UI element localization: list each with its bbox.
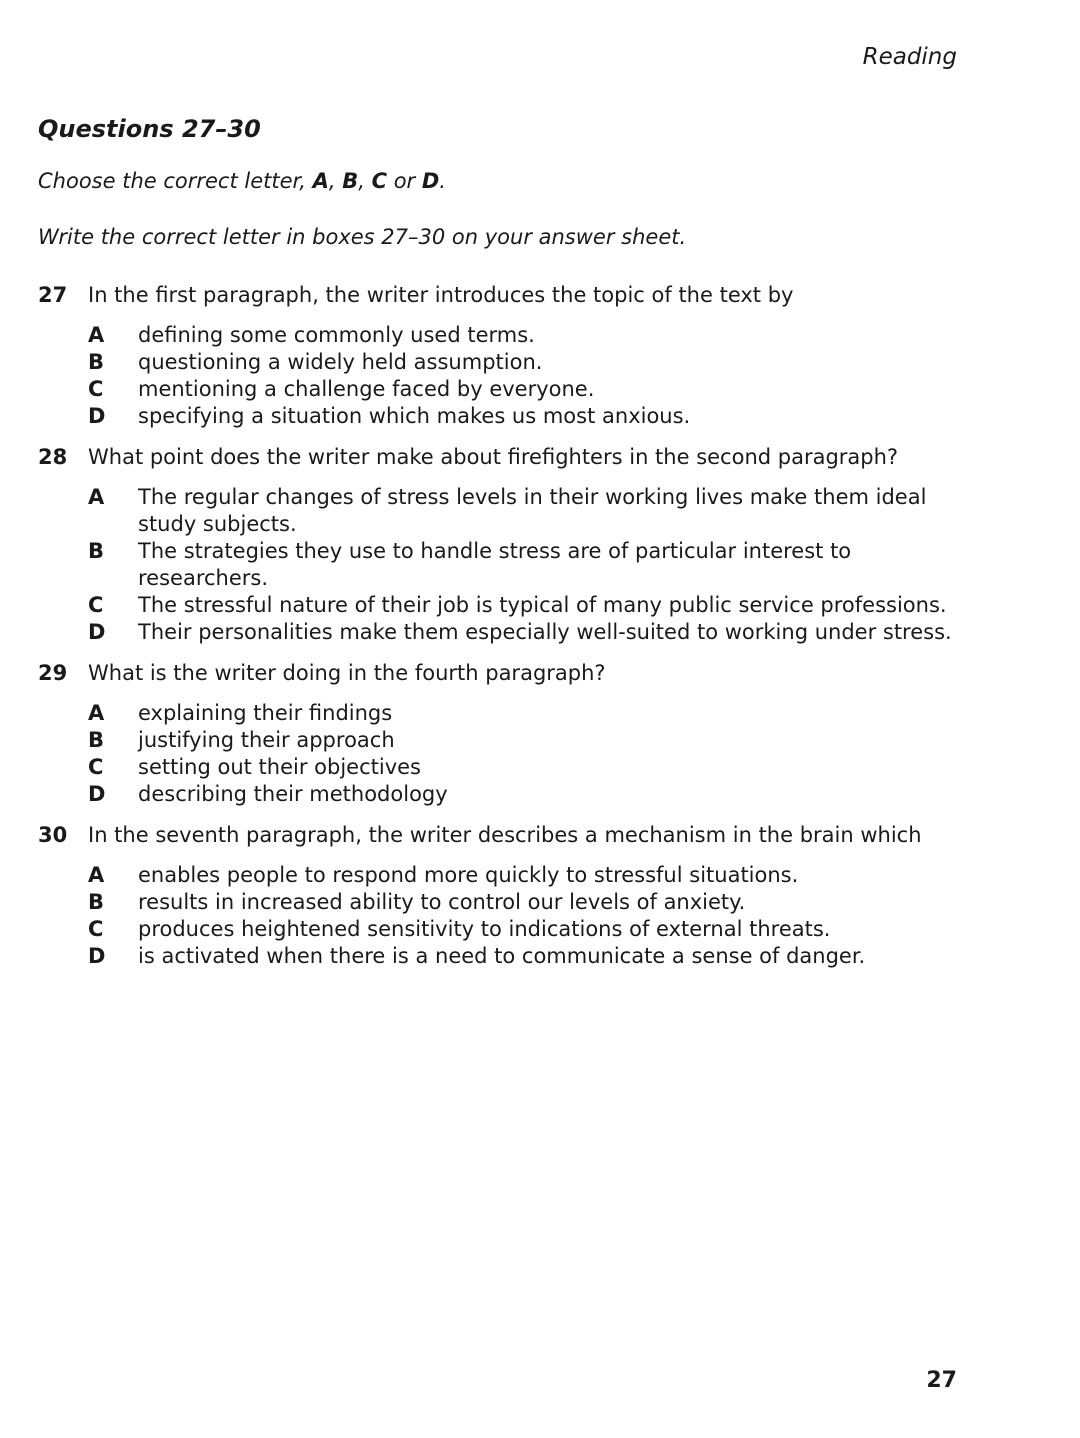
option-list bbox=[38, 484, 978, 646]
option-text: Their personalities make them especially well-suited to working under stress. bbox=[138, 620, 952, 644]
question-stem bbox=[38, 280, 978, 310]
option-list bbox=[38, 700, 978, 808]
option-letter: D bbox=[88, 404, 106, 428]
option-letter: B bbox=[88, 890, 105, 914]
question-28 bbox=[38, 442, 978, 646]
option-letter: B bbox=[88, 728, 105, 752]
question-list bbox=[38, 280, 978, 970]
question-29 bbox=[38, 658, 978, 808]
option-text: defining some commonly used terms. bbox=[138, 323, 535, 347]
option-letter: D bbox=[88, 944, 106, 968]
option-letter: C bbox=[88, 593, 104, 617]
questions-block bbox=[38, 110, 978, 982]
option-text: questioning a widely held assumption. bbox=[138, 350, 543, 374]
question-stem bbox=[38, 442, 978, 472]
option-letter: A bbox=[88, 485, 105, 509]
option-letter: D bbox=[88, 782, 106, 806]
option-text: The stressful nature of their job is typical of many public service professions. bbox=[138, 593, 947, 617]
option-a bbox=[88, 484, 978, 538]
question-text: In the seventh paragraph, the writer describes a mechanism in the brain which bbox=[88, 823, 922, 847]
option-text: specifying a situation which makes us most anxious. bbox=[138, 404, 691, 428]
question-number: 29 bbox=[38, 661, 68, 685]
option-d bbox=[88, 943, 978, 970]
option-d bbox=[88, 781, 978, 808]
option-b bbox=[88, 889, 978, 916]
option-c bbox=[88, 916, 978, 943]
section-header: Reading bbox=[862, 44, 957, 70]
option-b bbox=[88, 349, 978, 376]
option-text: explaining their findings bbox=[138, 701, 393, 725]
option-a bbox=[88, 700, 978, 727]
option-list bbox=[38, 862, 978, 970]
instruction-answer-sheet: Write the correct letter in boxes 27–30 on your answer sheet. bbox=[38, 225, 687, 249]
option-letter: A bbox=[88, 323, 105, 347]
instruction-choose-letter: Choose the correct letter, A, B, C or D. bbox=[38, 169, 446, 193]
option-text: justifying their approach bbox=[138, 728, 395, 752]
option-text: mentioning a challenge faced by everyone. bbox=[138, 377, 595, 401]
option-text: is activated when there is a need to communicate a sense of danger. bbox=[138, 944, 866, 968]
question-number: 27 bbox=[38, 283, 68, 307]
option-b bbox=[88, 727, 978, 754]
question-text: In the first paragraph, the writer introduces the topic of the text by bbox=[88, 283, 794, 307]
option-letter: A bbox=[88, 863, 105, 887]
option-d bbox=[88, 403, 978, 430]
question-number: 30 bbox=[38, 823, 68, 847]
question-stem bbox=[38, 820, 978, 850]
option-letter: C bbox=[88, 377, 104, 401]
option-text: enables people to respond more quickly to stressful situations. bbox=[138, 863, 799, 887]
question-text: What is the writer doing in the fourth paragraph? bbox=[88, 661, 606, 685]
option-text: describing their methodology bbox=[138, 782, 448, 806]
option-a bbox=[88, 322, 978, 349]
option-letter: B bbox=[88, 350, 105, 374]
questions-title: Questions 27–30 bbox=[38, 115, 261, 143]
option-letter: C bbox=[88, 755, 104, 779]
option-text: The strategies they use to handle stress are of particular interest to researchers. bbox=[138, 539, 852, 590]
option-c bbox=[88, 376, 978, 403]
option-letter: B bbox=[88, 539, 105, 563]
question-30 bbox=[38, 820, 978, 970]
option-text: setting out their objectives bbox=[138, 755, 421, 779]
question-stem bbox=[38, 658, 978, 688]
option-d bbox=[88, 619, 978, 646]
option-list bbox=[38, 322, 978, 430]
page-number: 27 bbox=[926, 1368, 957, 1393]
question-text: What point does the writer make about firefighters in the second paragraph? bbox=[88, 445, 899, 469]
option-a bbox=[88, 862, 978, 889]
option-c bbox=[88, 754, 978, 781]
option-letter: D bbox=[88, 620, 106, 644]
question-number: 28 bbox=[38, 445, 68, 469]
question-27 bbox=[38, 280, 978, 430]
option-letter: A bbox=[88, 701, 105, 725]
option-b bbox=[88, 538, 978, 592]
option-text: The regular changes of stress levels in their working lives make them ideal study subjects. bbox=[138, 485, 927, 536]
option-letter: C bbox=[88, 917, 104, 941]
option-text: results in increased ability to control our levels of anxiety. bbox=[138, 890, 746, 914]
option-c bbox=[88, 592, 978, 619]
option-text: produces heightened sensitivity to indications of external threats. bbox=[138, 917, 831, 941]
